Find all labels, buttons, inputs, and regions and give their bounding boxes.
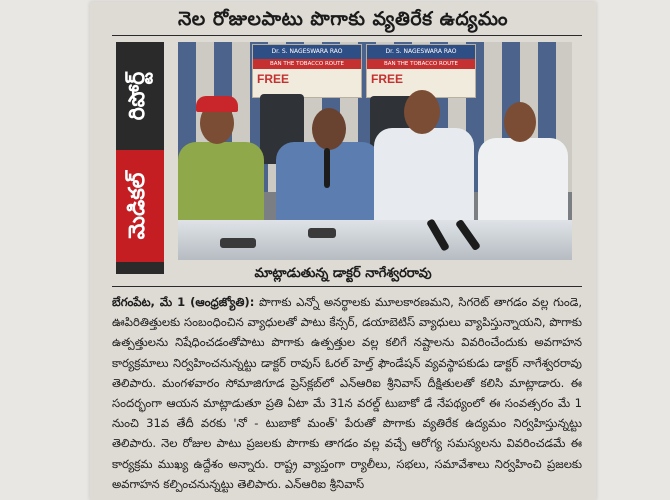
section-label xyxy=(116,42,164,274)
photo-caption: మాట్లాడుతున్న డాక్టర్ నాగేశ్వరరావు xyxy=(254,266,432,281)
article-body-text: పొగాకు ఎన్నో అనర్థాలకు మూలకారణమని, సిగరెట్ తాగడం వల్ల గుండె, ఊపిరితిత్తులకు సంబంధించిన వ్యాధులతో పాటు కేన్సర్, డయాబెటిస్ వ్యాధులు వ్యాపిస్తున్నాయని, పొగాకు ఉత్పత్తులను నిషేధించడంతోపాటు పొగాకు ఉత్పత్తుల వల్ల కలిగే నష్టాలను వివరించేందుకు అవగాహన కార్యక్రమాలు నిర్వహించనున్నట్టు డాక్టర్ రావుస్ ఓరల్ హెల్త్ ఫౌండేషన్ వ్యవస్థాపకుడు డాక్టర్ నాగేశ్వరరావు తెలిపారు. మంగళవారం సోమాజిగూడ ప్రెస్‌క్లబ్‌లో ఎన్ఆరిఐ శ్రీనివాస్ దీక్షితులతో కలిసి మాట్లాడారు. ఈ సందర్భంగా ఆయన మాట్లాడుతూ ప్రతి ఏటా మే 31న వరల్డ్ టుబాకో డే నేపథ్యంలో ఈ సంవత్సరం మే 1 నుంచి 31వ తేదీ వరకు 'నో - టుబాకో మంత్' పేరుతో పొగాకు వ్యతిరేక ఉద్యమం నిర్వహిస్తున్నట్టు తెలిపారు. నెల రోజుల పాటు ప్రజలకు పొగాకు తాగడం వల్ల వచ్చే ఆరోగ్య సమస్యలను వివరించడమే ఈ కార్యక్రమ ముఖ్య ఉద్దేశం అన్నారు. రాష్ట్ర వ్యాప్తంగా ర్యాలీలు, సభలు, సమావేశాలు నిర్వహించి ప్రజలకు అవగాహన కల్పించనున్నట్టు తెలిపారు. ఎన్ఆరిఐ శ్రీనివాస్ xyxy=(112,295,583,491)
banner-free-label: FREE xyxy=(371,72,404,86)
headline-rule xyxy=(112,35,582,36)
newspaper-clipping xyxy=(90,2,596,500)
banner-free-label: FREE xyxy=(257,72,290,86)
phone xyxy=(308,228,336,238)
banner-campaign: BAN THE TOBACCO ROUTE xyxy=(367,59,475,69)
caption-rule xyxy=(112,286,582,287)
microphone xyxy=(324,148,330,188)
campaign-banner xyxy=(252,44,362,98)
banner-campaign: BAN THE TOBACCO ROUTE xyxy=(253,59,361,69)
press-conference-photo xyxy=(178,42,572,260)
dateline: బేగంపేట, మే 1 (ఆంధ్రజ్యోతి): xyxy=(112,295,255,309)
banner-doctor-name: Dr. S. NAGESWARA RAO xyxy=(367,45,475,59)
section-label-top-text: రిపోర్ట్ xyxy=(125,71,150,121)
phone xyxy=(220,238,256,248)
banner-doctor-name: Dr. S. NAGESWARA RAO xyxy=(253,45,361,59)
headline: నెల రోజులపాటు పొగాకు వ్యతిరేక ఉద్యమం xyxy=(177,8,509,30)
section-label-bottom-text: మెడికల్ xyxy=(125,172,150,240)
article-body xyxy=(112,292,582,494)
